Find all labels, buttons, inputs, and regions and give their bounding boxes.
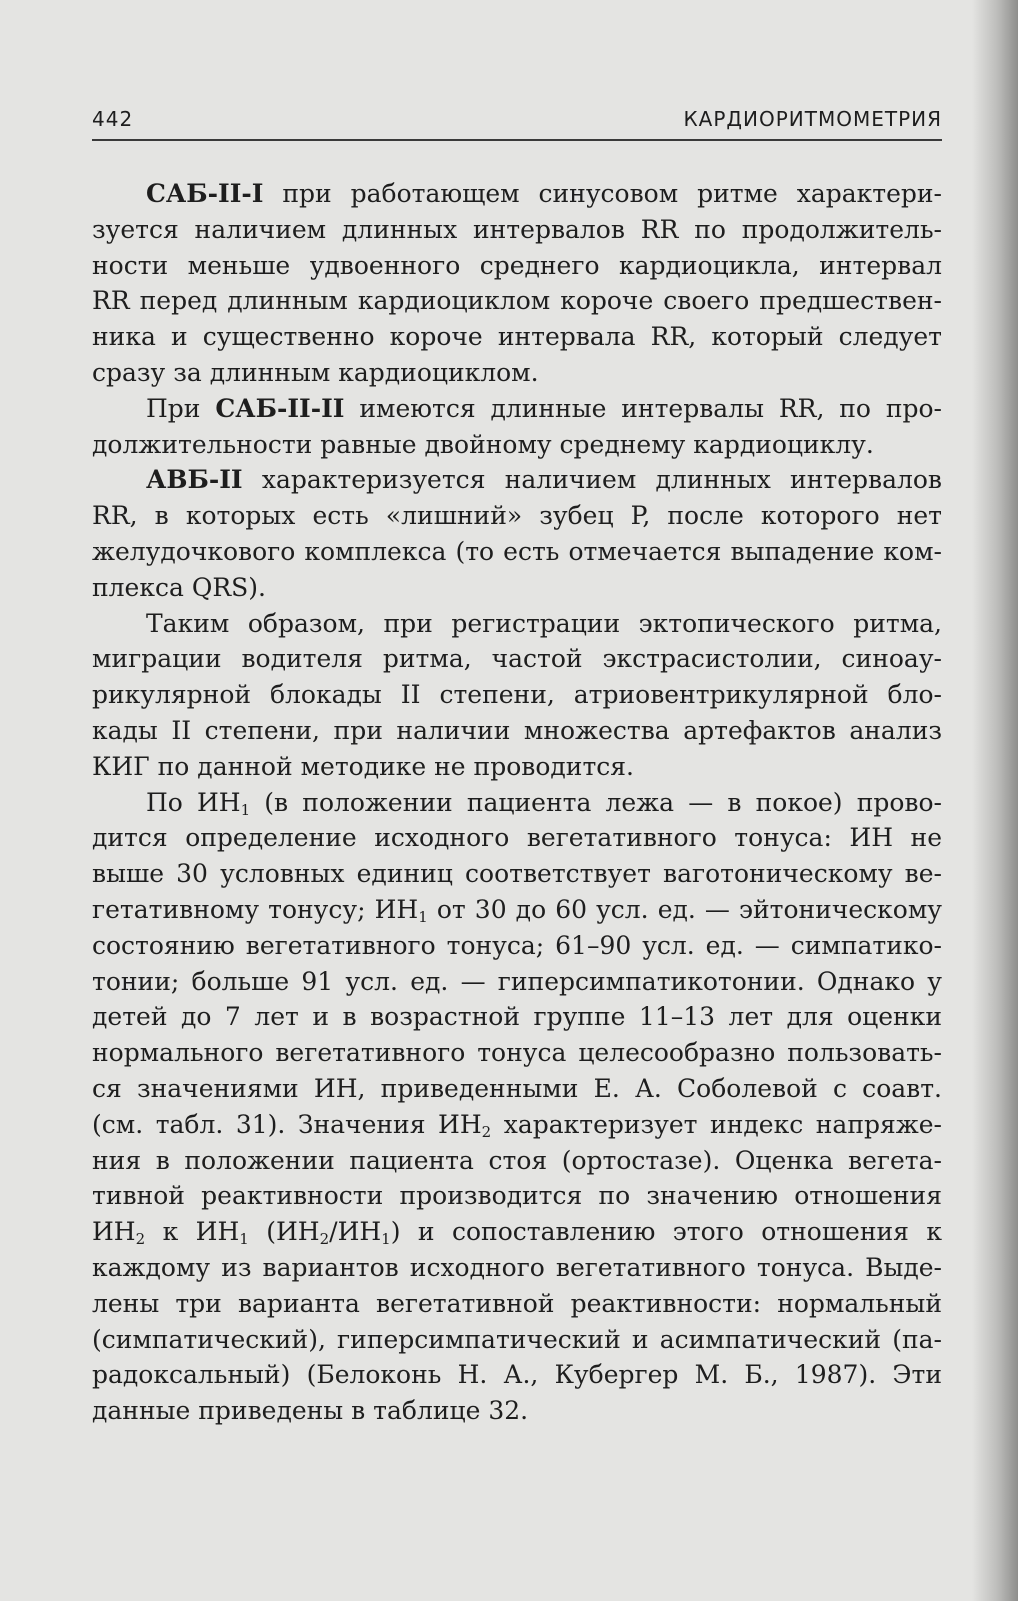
text-line: ся значениями ИН, приведенными Е. А. Соболевой с соавт. xyxy=(92,1073,942,1103)
text-line: (см. табл. 31). Значения $ИН_2$ характеризует индекс напряже- xyxy=(92,1109,942,1141)
text-line: каждому из вариантов исходного вегетативного тонуса. Выде- xyxy=(92,1252,942,1282)
text-line: Таким образом, при регистрации эктопического ритма, xyxy=(146,608,942,638)
text-line: ности меньше удвоенного среднего кардиоцикла, интервал xyxy=(92,250,942,280)
body-text xyxy=(92,176,942,1429)
paragraph xyxy=(92,462,942,605)
text-line: выше 30 условных единиц соответствует ваготоническому ве- xyxy=(92,859,942,889)
text-line: желудочкового комплекса (то есть отмечается выпадение ком- xyxy=(92,536,942,566)
text-line: кады II степени, при наличии множества артефактов анализ xyxy=(92,715,942,745)
page-number: 442 xyxy=(92,107,134,131)
text-line: данные приведены в таблице 32. xyxy=(92,1396,529,1426)
text-line: RR перед длинным кардиоциклом короче своего предшествен- xyxy=(92,286,942,316)
running-header xyxy=(92,105,942,141)
text-line: радоксальный) (Белоконь Н. А., Кубергер М. Б., 1987). Эти xyxy=(92,1360,942,1390)
term-sab-2-2: САБ-II-II xyxy=(215,393,345,423)
text-line: (симпатический), гиперсимпатический и асимпатический (па- xyxy=(92,1324,942,1354)
text-line: тонии; больше 91 усл. ед. — гиперсимпатикотонии. Однако у xyxy=(92,966,942,996)
text-line: САБ-II-I при работающем синусовом ритме характери- xyxy=(146,179,942,208)
text-line: АВБ-II характеризуется наличием длинных интервалов xyxy=(146,465,942,495)
text-line: ника и существенно короче интервала RR, который следует xyxy=(92,322,942,352)
text-line: КИГ по данной методике не проводится. xyxy=(92,751,634,781)
paragraph xyxy=(92,785,942,1429)
text-line: При САБ-II-II имеются длинные интервалы RR, по про- xyxy=(146,393,942,423)
text-line: рикулярной блокады II степени, атриовентрикулярной бло- xyxy=(92,680,942,710)
text-line: тивной реактивности производится по значению отношения xyxy=(92,1181,942,1211)
text-line: лены три варианта вегетативной реактивности: нормальный xyxy=(92,1288,942,1318)
paragraph xyxy=(92,606,942,785)
text-line: $ИН_2$ к $ИН_1$ $(ИН_2/ИН_1)$ и сопоставлению этого отношения к xyxy=(92,1217,943,1249)
text-line: гетативному тонусу; $ИН_1$ от 30 до 60 усл. ед. — эйтоническому xyxy=(92,894,943,926)
text-line: состоянию вегетативного тонуса; 61–90 усл. ед. — симпатико- xyxy=(92,930,942,960)
page-edge-shadow xyxy=(972,0,1018,1601)
paragraph xyxy=(92,391,942,463)
term-avb-2: АВБ-II xyxy=(146,465,243,495)
text-line: зуется наличием длинных интервалов RR по продолжитель- xyxy=(92,214,942,244)
running-title: КАРДИОРИТМОМЕТРИЯ xyxy=(683,107,942,131)
text-line: плекса QRS). xyxy=(92,572,266,602)
text-line: ния в положении пациента стоя (ортостазе). Оценка вегета- xyxy=(92,1145,942,1175)
text-line: дится определение исходного вегетативного тонуса: ИН не xyxy=(92,823,942,853)
term-sab-2-1: САБ-II-I xyxy=(146,179,264,208)
paragraph xyxy=(92,176,942,391)
text-line: должительности равные двойному среднему кардиоциклу. xyxy=(92,429,874,459)
text-line: детей до 7 лет и в возрастной группе 11–13 лет для оценки xyxy=(92,1002,942,1032)
text-line: По $ИН_1$ (в положении пациента лежа — в покое) прово- xyxy=(146,787,942,819)
text-line: нормального вегетативного тонуса целесообразно пользовать- xyxy=(92,1038,942,1068)
text-line: RR, в которых есть «лишний» зубец P, после которого нет xyxy=(92,501,942,531)
text-line: миграции водителя ритма, частой экстрасистолии, синоау- xyxy=(92,644,942,674)
text-line: сразу за длинным кардиоциклом. xyxy=(92,357,539,387)
